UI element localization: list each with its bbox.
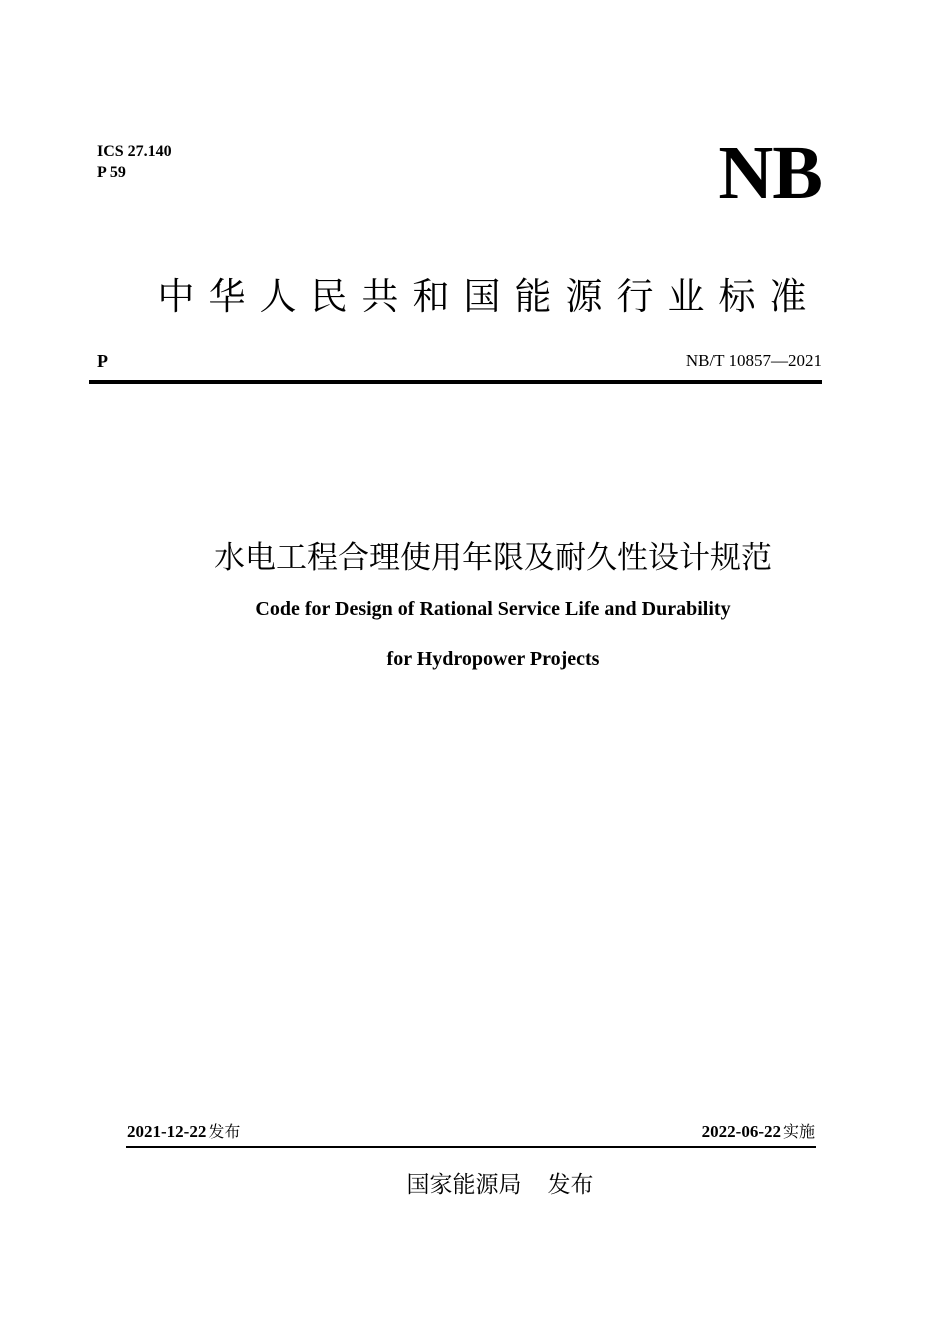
issuer-verb: 发布 bbox=[547, 1172, 594, 1198]
issue-date-value: 2021-12-22 bbox=[127, 1122, 207, 1141]
footer-divider bbox=[126, 1146, 816, 1148]
effective-date bbox=[702, 1120, 815, 1144]
effective-date-value: 2022-06-22 bbox=[701, 1122, 781, 1141]
classification-code: P 59 bbox=[97, 164, 126, 181]
category-letter: P bbox=[97, 351, 108, 371]
issuer bbox=[0, 1168, 950, 1202]
standard-number: NB/T 10857—2021 bbox=[685, 351, 822, 370]
issue-date-label: 发布 bbox=[208, 1122, 241, 1141]
issue-date bbox=[127, 1120, 240, 1144]
industry-standard-title: 中华人民共和国能源行业标准 bbox=[157, 275, 821, 318]
header-divider bbox=[89, 380, 822, 384]
nb-logo: NB bbox=[718, 131, 822, 215]
document-title-zh: 水电工程合理使用年限及耐久性设计规范 bbox=[214, 540, 772, 576]
issuer-name: 国家能源局 bbox=[406, 1172, 522, 1198]
effective-date-label: 实施 bbox=[782, 1122, 815, 1141]
ics-code: ICS 27.140 bbox=[97, 143, 172, 160]
document-title-en-line2: for Hydropower Projects bbox=[386, 648, 600, 670]
document-title-en-line1: Code for Design of Rational Service Life and Durability bbox=[255, 598, 731, 620]
